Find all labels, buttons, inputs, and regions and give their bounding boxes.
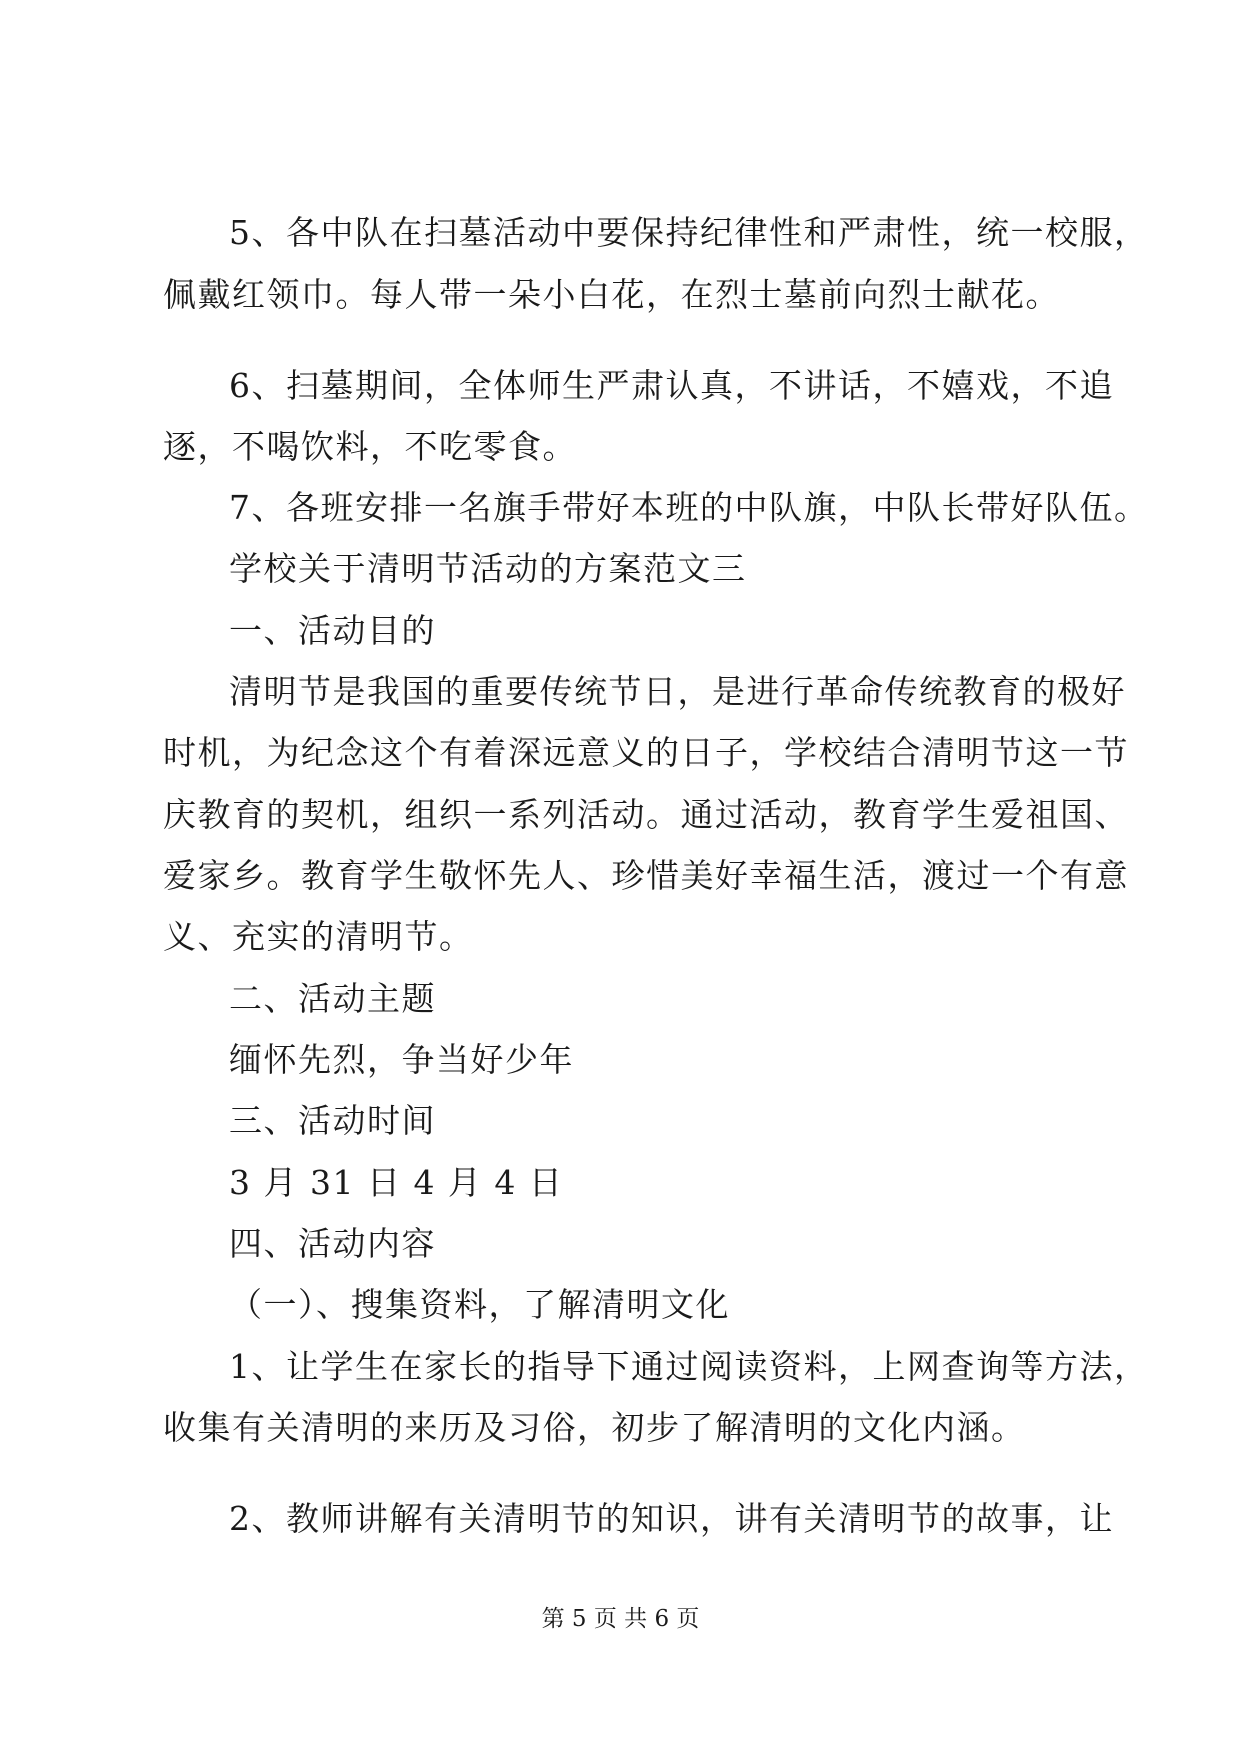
section-heading: 四、活动内容 (229, 1224, 436, 1263)
text-line: 爱家乡。教育学生敬怀先人、珍惜美好幸福生活，渡过一个有意 (163, 856, 1129, 895)
subsection-heading: （一）、搜集资料，了解清明文化 (229, 1285, 730, 1324)
text-line: 3 月 31 日 4 月 4 日 (229, 1163, 564, 1202)
text-line: 时机，为纪念这个有着深远意义的日子，学校结合清明节这一节 (163, 733, 1129, 772)
section-heading: 一、活动目的 (229, 611, 436, 650)
text-line: 义、充实的清明节。 (163, 917, 474, 956)
text-line: 7、各班安排一名旗手带好本班的中队旗，中队长带好队伍。 (229, 488, 1149, 527)
text-line: 收集有关清明的来历及习俗，初步了解清明的文化内涵。 (163, 1408, 1026, 1447)
text-line: 清明节是我国的重要传统节日，是进行革命传统教育的极好 (229, 672, 1126, 711)
text-line: 1、让学生在家长的指导下通过阅读资料，上网查询等方法， (229, 1347, 1149, 1386)
section-heading: 三、活动时间 (229, 1101, 436, 1140)
text-line: 佩戴红领巾。每人带一朵小白花，在烈士墓前向烈士献花。 (163, 275, 1060, 314)
section-heading: 二、活动主题 (229, 979, 436, 1018)
text-line: 2、教师讲解有关清明节的知识，讲有关清明节的故事，让 (229, 1499, 1114, 1538)
text-line: 6、扫墓期间，全体师生严肃认真，不讲话，不嬉戏，不追 (229, 366, 1114, 405)
text-line: 逐，不喝饮料，不吃零食。 (163, 427, 577, 466)
section-heading: 学校关于清明节活动的方案范文三 (229, 549, 747, 588)
page-number-footer: 第 5 页 共 6 页 (541, 1606, 700, 1632)
text-line: 5、各中队在扫墓活动中要保持纪律性和严肃性，统一校服， (229, 213, 1149, 252)
text-line: 庆教育的契机，组织一系列活动。通过活动，教育学生爱祖国、 (163, 795, 1129, 834)
text-line: 缅怀先烈，争当好少年 (229, 1040, 574, 1079)
